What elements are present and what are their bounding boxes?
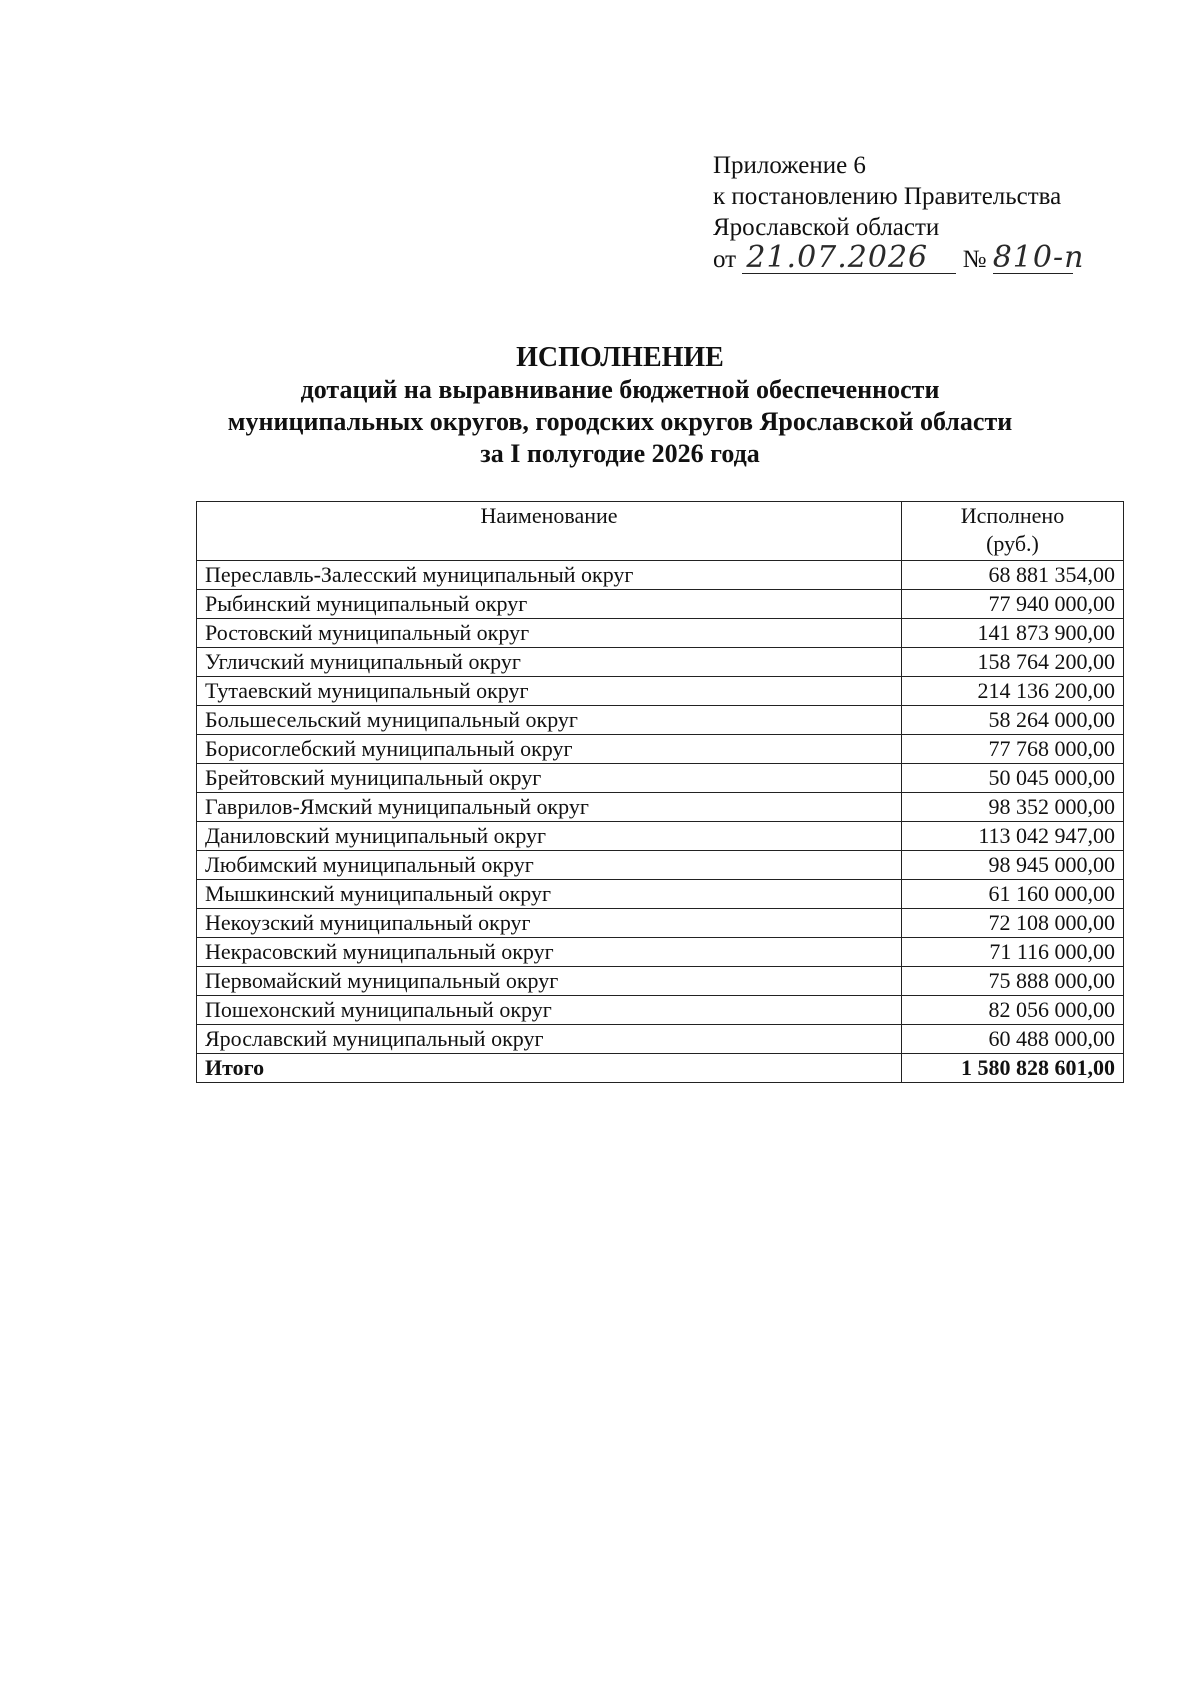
row-name: Даниловский муниципальный округ <box>197 822 902 851</box>
total-row <box>197 1054 1124 1083</box>
row-name: Переславль-Залесский муниципальный округ <box>197 561 902 590</box>
table-row <box>197 880 1124 909</box>
appendix-line-1: Приложение 6 <box>713 152 866 179</box>
table-row <box>197 619 1124 648</box>
row-name: Пошехонский муниципальный округ <box>197 996 902 1025</box>
row-value: 98 945 000,00 <box>902 851 1124 880</box>
execution-table <box>196 501 1124 1083</box>
row-value: 68 881 354,00 <box>902 561 1124 590</box>
title-line-2: дотаций на выравнивание бюджетной обеспеченности <box>300 375 940 404</box>
row-name: Борисоглебский муниципальный округ <box>197 735 902 764</box>
row-value: 158 764 200,00 <box>902 648 1124 677</box>
appendix-line-3: Ярославской области <box>713 214 940 241</box>
row-name: Ярославский муниципальный округ <box>197 1025 902 1054</box>
table-row <box>197 764 1124 793</box>
row-value: 141 873 900,00 <box>902 619 1124 648</box>
table-row <box>197 851 1124 880</box>
row-value: 82 056 000,00 <box>902 996 1124 1025</box>
row-name: Гаврилов-Ямский муниципальный округ <box>197 793 902 822</box>
table-row <box>197 793 1124 822</box>
table-row <box>197 909 1124 938</box>
table-row <box>197 735 1124 764</box>
row-name: Тутаевский муниципальный округ <box>197 677 902 706</box>
table-row <box>197 967 1124 996</box>
row-name: Любимский муниципальный округ <box>197 851 902 880</box>
table-row <box>197 561 1124 590</box>
table-row <box>197 996 1124 1025</box>
row-value: 75 888 000,00 <box>902 967 1124 996</box>
total-label: Итого <box>197 1054 902 1083</box>
appendix-line-2: к постановлению Правительства <box>713 183 1062 210</box>
title-line-4: за I полугодие 2026 года <box>480 439 760 468</box>
table-row <box>197 822 1124 851</box>
row-name: Некрасовский муниципальный округ <box>197 938 902 967</box>
column-header-name: Наименование <box>197 502 902 561</box>
row-value: 77 768 000,00 <box>902 735 1124 764</box>
row-name: Рыбинский муниципальный округ <box>197 590 902 619</box>
row-value: 58 264 000,00 <box>902 706 1124 735</box>
table-row <box>197 590 1124 619</box>
row-value: 60 488 000,00 <box>902 1025 1124 1054</box>
row-name: Большесельский муниципальный округ <box>197 706 902 735</box>
table-header-row <box>197 502 1124 561</box>
date-prefix: от <box>713 246 737 273</box>
table-row <box>197 677 1124 706</box>
total-value: 1 580 828 601,00 <box>902 1054 1124 1083</box>
row-value: 50 045 000,00 <box>902 764 1124 793</box>
column-header-value-line-2: (руб.) <box>986 531 1039 556</box>
row-value: 61 160 000,00 <box>902 880 1124 909</box>
handwritten-number: 810-п <box>992 240 1085 275</box>
row-value: 214 136 200,00 <box>902 677 1124 706</box>
row-value: 113 042 947,00 <box>902 822 1124 851</box>
number-prefix: № <box>962 246 987 273</box>
row-value: 72 108 000,00 <box>902 909 1124 938</box>
table-body <box>197 561 1124 1054</box>
appendix-header <box>713 150 1153 275</box>
row-name: Первомайский муниципальный округ <box>197 967 902 996</box>
row-name: Ростовский муниципальный округ <box>197 619 902 648</box>
row-name: Брейтовский муниципальный округ <box>197 764 902 793</box>
table-row <box>197 938 1124 967</box>
row-value: 77 940 000,00 <box>902 590 1124 619</box>
table-row <box>197 706 1124 735</box>
title-line-3: муниципальных округов, городских округов Ярославской области <box>227 407 1013 436</box>
column-header-value <box>902 502 1124 561</box>
table-row <box>197 1025 1124 1054</box>
table-row <box>197 648 1124 677</box>
column-header-value-line-1: Исполнено <box>960 503 1065 528</box>
handwritten-date: 21.07.2026 <box>742 243 956 274</box>
title-main: ИСПОЛНЕНИЕ <box>516 342 724 373</box>
row-value: 71 116 000,00 <box>902 938 1124 967</box>
row-value: 98 352 000,00 <box>902 793 1124 822</box>
appendix-date-line <box>713 240 1153 275</box>
row-name: Некоузский муниципальный округ <box>197 909 902 938</box>
row-name: Мышкинский муниципальный округ <box>197 880 902 909</box>
row-name: Угличский муниципальный округ <box>197 648 902 677</box>
document-title <box>180 342 1060 470</box>
